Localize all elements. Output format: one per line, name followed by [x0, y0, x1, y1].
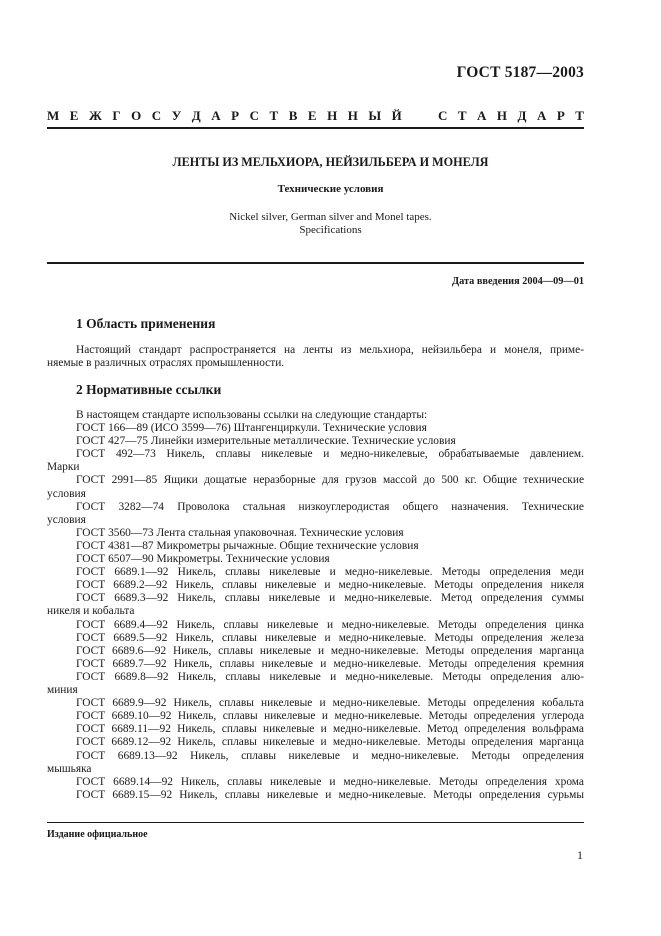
reference-line: Марки: [47, 461, 80, 474]
reference-line: ГОСТ 6689.5—92 Никель, сплавы никелевые и медно-никелевые. Методы определения железа: [76, 631, 584, 644]
reference-line: условия: [47, 487, 86, 500]
banner-letter: Ж: [88, 108, 102, 123]
reference-line: ГОСТ 6689.13—92 Никель, сплавы никелевые и медно-никелевые. Методы определения: [76, 749, 584, 762]
section-2-intro: В настоящем стандарте использованы ссылки на следующие стандарты:: [76, 409, 428, 421]
banner-letter: Д: [517, 108, 527, 123]
reference-line: миния: [47, 684, 78, 696]
banner-letter: М: [47, 108, 60, 123]
page-number: 1: [577, 848, 583, 862]
official-edition-note: Издание официальное: [47, 829, 148, 840]
document-subtitle: Технические условия: [277, 183, 384, 195]
banner-letter: С: [438, 108, 448, 123]
reference-line: ГОСТ 166—89 (ИСО 3599—76) Штангенциркули. Технические условия: [76, 422, 427, 434]
banner-letter: С: [151, 108, 162, 123]
reference-line: ГОСТ 6689.12—92 Никель, сплавы никелевые и медно-никелевые. Методы определения марганца: [76, 736, 584, 749]
reference-line: ГОСТ 6689.14—92 Никель, сплавы никелевые и медно-никелевые. Методы определения хрома: [76, 775, 584, 788]
header-divider: [47, 127, 584, 129]
banner-letter: Д: [191, 108, 201, 123]
banner-letter: У: [171, 108, 182, 123]
reference-line: мышьяка: [47, 762, 92, 775]
banner-letter: Н: [327, 108, 338, 123]
effective-date: Дата введения 2004—09—01: [452, 276, 584, 287]
reference-line: ГОСТ 492—73 Никель, сплавы никелевые и медно-никелевые, обрабатываемые давлением.: [76, 448, 584, 461]
reference-line: ГОСТ 6689.7—92 Никель, сплавы никелевые и медно-никелевые. Методы определения кремния: [76, 657, 584, 670]
document-code: ГОСТ 5187—2003: [456, 64, 584, 81]
reference-line: ГОСТ 3282—74 Проволока стальная низкоуглеродистая общего назначения. Технические: [76, 500, 584, 513]
banner-letter: Р: [231, 108, 240, 123]
section-1-text-line-1: Настоящий стандарт распространяется на ленты из мельхиора, нейзильбера и монеля, приме-: [76, 344, 584, 356]
reference-line: ГОСТ 6689.15—92 Никель, сплавы никелевые и медно-никелевые. Методы определения сурьмы: [76, 788, 584, 801]
banner-letter: В: [288, 108, 298, 123]
reference-line: ГОСТ 2991—85 Ящики дощатые неразборные для грузов массой до 500 кг. Общие технические: [76, 474, 584, 487]
reference-line: ГОСТ 6689.3—92 Никель, сплавы никелевые и медно-никелевые. Метод определения суммы: [76, 592, 584, 605]
banner-letter: А: [211, 108, 221, 123]
banner-letter: А: [477, 108, 487, 123]
banner-letter: Т: [269, 108, 279, 123]
reference-line: ГОСТ 427—75 Линейки измерительные металлические. Технические условия: [76, 435, 456, 448]
banner-letter: О: [131, 108, 142, 123]
banner-letter: Н: [347, 108, 358, 123]
banner-letter: А: [536, 108, 547, 123]
banner-letter: Й: [391, 108, 402, 123]
english-title-line-2: Specifications: [299, 224, 362, 236]
banner-word-standard: [438, 108, 584, 124]
banner-letter: Н: [496, 108, 508, 123]
banner-letter: Р: [556, 108, 565, 123]
reference-line: ГОСТ 6689.6—92 Никель, сплавы никелевые и медно-никелевые. Методы определения марганца: [76, 644, 584, 657]
footer-divider: [47, 822, 584, 823]
banner-letter: Г: [112, 108, 121, 123]
reference-line: условия: [47, 513, 86, 526]
reference-line: ГОСТ 6689.10—92 Никель, сплавы никелевые и медно-никелевые. Методы определения углерода: [76, 710, 584, 723]
banner-letter: Ы: [368, 108, 382, 123]
english-title-line-1: Nickel silver, German silver and Monel tapes.: [229, 211, 432, 223]
section-1-heading: 1 Область применения: [76, 316, 216, 331]
reference-line: никеля и кобальта: [47, 605, 135, 618]
reference-line: ГОСТ 6689.9—92 Никель, сплавы никелевые и медно-никелевые. Методы определения кобальта: [76, 697, 584, 710]
banner-letter: Т: [575, 108, 584, 123]
banner-word-interstate: [47, 108, 402, 124]
reference-line: ГОСТ 6689.8—92 Никель, сплавы никелевые и медно-никелевые. Методы определения алю-: [76, 670, 584, 683]
document-title: ЛЕНТЫ ИЗ МЕЛЬХИОРА, НЕЙЗИЛЬБЕРА И МОНЕЛЯ: [172, 155, 489, 169]
reference-line: ГОСТ 6689.11—92 Никель, сплавы никелевые и медно-никелевые. Метод определения вольфрама: [76, 723, 584, 736]
section-1-text-line-2: няемые в различных отраслях промышленности.: [47, 357, 285, 369]
reference-line: ГОСТ 6507—90 Микрометры. Технические условия: [76, 553, 330, 565]
standard-banner: [47, 108, 584, 124]
reference-line: ГОСТ 6689.2—92 Никель, сплавы никелевые и медно-никелевые. Методы определения никеля: [76, 579, 584, 592]
banner-letter: Е: [69, 108, 79, 123]
section-2-heading: 2 Нормативные ссылки: [76, 382, 222, 397]
banner-letter: С: [249, 108, 259, 123]
reference-line: ГОСТ 3560—73 Лента стальная упаковочная. Технические условия: [76, 526, 404, 539]
reference-line: ГОСТ 6689.4—92 Никель, сплавы никелевые и медно-никелевые. Методы определения цинка: [76, 618, 584, 631]
banner-letter: Т: [457, 108, 467, 123]
title-divider: [47, 262, 584, 264]
banner-letter: Е: [307, 108, 317, 123]
reference-line: ГОСТ 4381—87 Микрометры рычажные. Общие технические условия: [76, 539, 419, 552]
reference-line: ГОСТ 6689.1—92 Никель, сплавы никелевые и медно-никелевые. Методы определения меди: [76, 566, 584, 579]
